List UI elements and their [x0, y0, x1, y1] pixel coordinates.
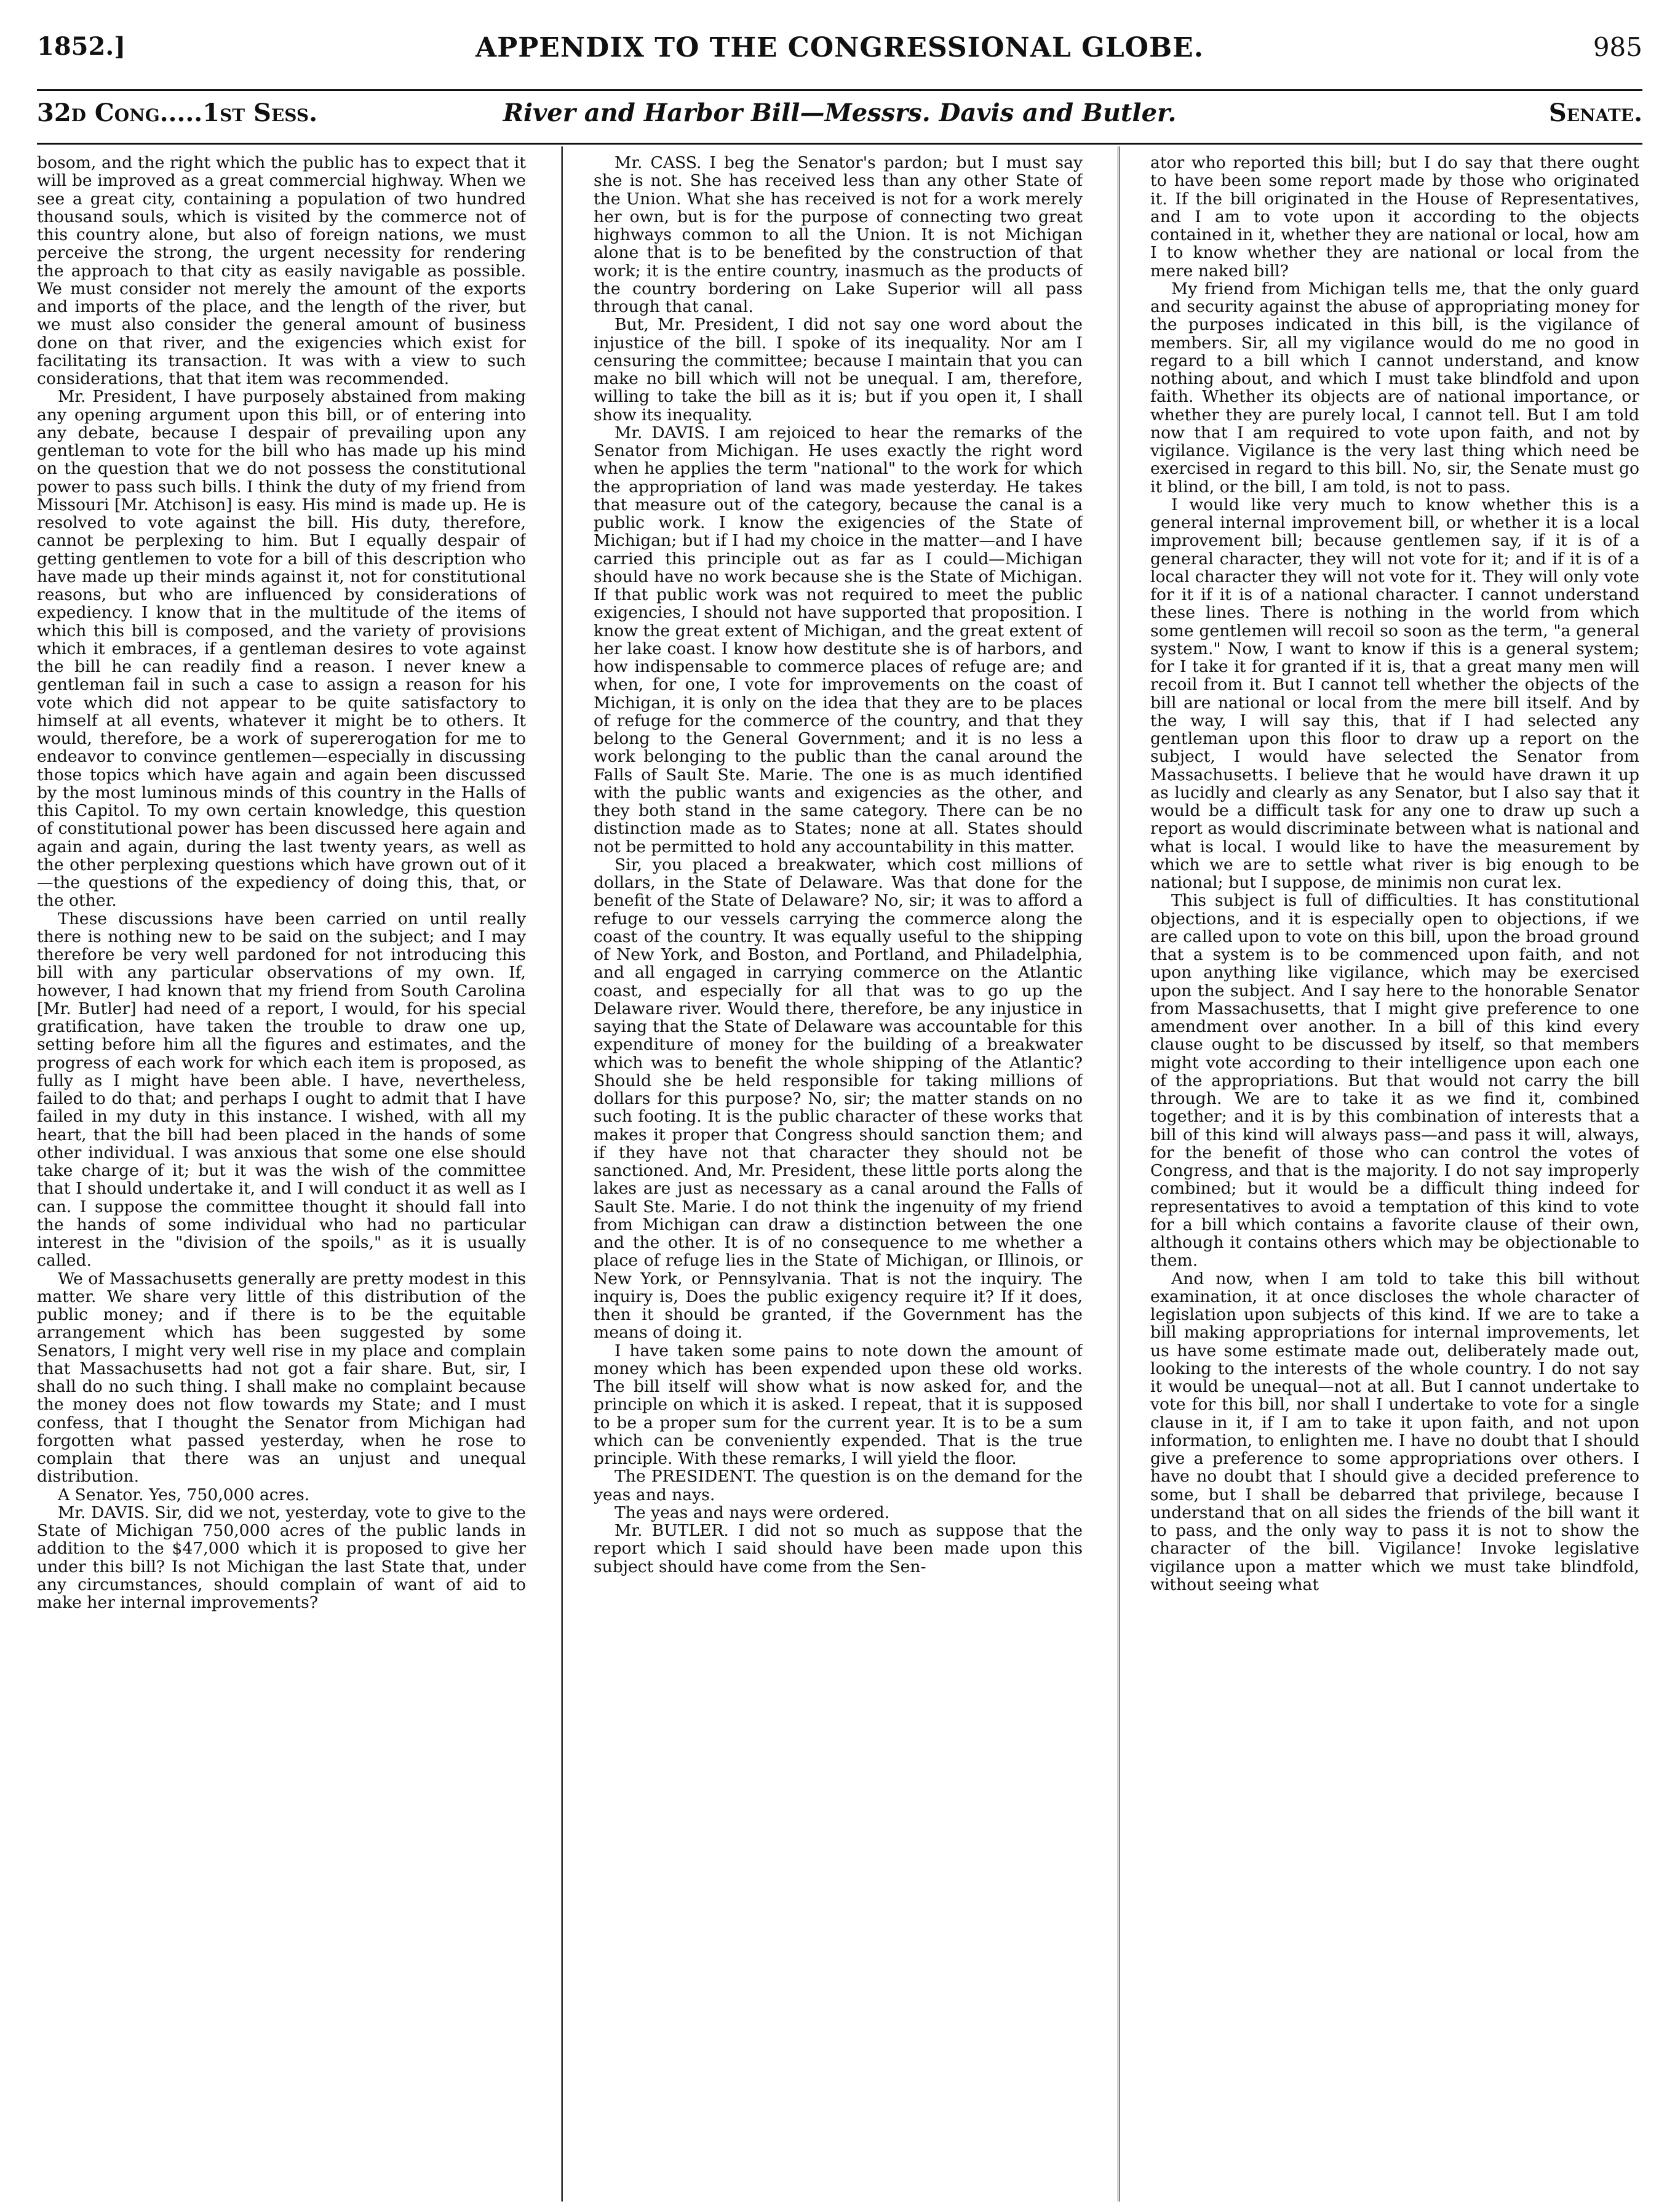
- page-number: 985: [1593, 32, 1642, 62]
- text-column-1: [37, 154, 526, 2197]
- chamber-label: Senate.: [1548, 98, 1642, 127]
- page-header: [37, 32, 1642, 87]
- paragraph: Mr. President, I have purposely abstained from making any opening argument upon this bill, or of entering into any debate, because I despair of prevailing upon any gentleman to vote for the bill who has made up his mind on the question that we do not possess the constitutional power to pass such bills. I think the duty of my friend from Missouri [Mr. Atchison] is easy. His mind is made up. He is resolved to vote against the bill. His duty, therefore, cannot be perplexing to him. But I equally despair of getting gentlemen to vote for a bill of this description who have made up their minds against it, not for constitutional reasons, but who are influenced by considerations of expediency. I know that in the multitude of the items of which this bill is composed, and the variety of provisions which it embraces, if a gentleman desires to vote against the bill he can readily find a reason. I never knew a gentleman fail in such a case to assign a reason for his vote which did not appear to be quite satisfactory to himself at all events, whatever it might be to others. It would, therefore, be a work of supererogation for me to endeavor to convince gentlemen—especially in discussing those topics which have again and again been discussed by the most luminous minds of this country in the Halls of this Capitol. To my own certain knowledge, this question of constitutional power has been discussed here again and again and again, during the last twenty years, as well as the other perplexing questions which have grown out of it—the questions of the expediency of doing this, that, or the other.: [37, 387, 526, 911]
- paragraph: Mr. BUTLER. I did not so much as suppose that the report which I said should have been made upon this subject should have come from the Sen-: [594, 1521, 1083, 1576]
- text-column-2: [594, 154, 1083, 2197]
- paragraph: This subject is full of difficulties. It has constitutional objections, and it is especially open to objections, if we are called upon to vote on this bill, upon the broad ground that a system is to be commenced upon faith, and not upon anything like vigilance, which may be exercised upon the subject. And I say here to the honorable Senator from Massachusetts, that I might give preference to one amendment over another. In a bill of this kind every clause ought to be discussed by itself, so that members might vote according to their intelligence upon each one of the appropriations. But that would not carry the bill through. We are to take it as we find it, combined together; and it is by this combination of interests that a bill of this kind will always pass—and pass it will, always, for the benefit of those who can control the votes of Congress, and that is the majority. I do not say improperly combined; but it would be a difficult thing indeed for representatives to avoid a temptation of this kind to vote for a bill which contains a favorite clause of their own, although it contains others which may be objectionable to them.: [1150, 891, 1639, 1271]
- paragraph: These discussions have been carried on until really there is nothing new to be said on the subject; and I may therefore be very well pardoned for not introducing this bill with any particular observations of my own. If, however, I had known that my friend from South Carolina [Mr. Butler] had need of a report, I would, for his special gratification, have taken the trouble to draw one up, setting before him all the figures and estimates, and the progress of each work for which each item is proposed, as fully as I might have been able. I have, nevertheless, failed to do that; and perhaps I ought to admit that I have failed in my duty in this instance. I wished, with all my heart, that the bill had been placed in the hands of some other individual. I was anxious that some one else should take charge of it; but it was the wish of the committee that I should undertake it, and I will conduct it as well as I can. I suppose the committee thought it should fall into the hands of some individual who had no particular interest in the "division of the spoils," as it is usually called.: [37, 909, 526, 1271]
- subheader-rule: [37, 143, 1642, 145]
- paragraph: Mr. DAVIS. I am rejoiced to hear the remarks of the Senator from Michigan. He uses exactly the right word when he applies the term "national" to the work for which the appropriation of land was made yesterday. He takes that measure out of the category, because the canal is a public work. I know the exigencies of the State of Michigan; but if I had my choice in the matter—and I have carried this principle out as far as I could—Michigan should have no work because she is the State of Michigan. If that public work was not required to meet the public exigencies, I should not have supported that proposition. I know the great extent of Michigan, and the great extent of her lake coast. I know how destitute she is of harbors, and how indispensable to commerce places of refuge are; and when, for one, I vote for improvements on the coast of Michigan, it is only on the idea that they are to be places of refuge for the commerce of the country, and that they belong to the General Government; and it is no less a work belonging to the public than the canal around the Falls of Sault Ste. Marie. The one is as much identified with the public wants and exigencies as the other, and they both stand in the same category. There can be no distinction made as to States; none at all. States should not be permitted to hold any accountability in this matter.: [594, 423, 1083, 856]
- paragraph: The yeas and nays were ordered.: [615, 1503, 890, 1522]
- paragraph: ator who reported this bill; but I do say that there ought to have been some report made by those who originated it. If the bill originated in the House of Representatives, and I am to vote upon it according to the objects contained in it, whether they are national or local, how am I to know whether they are national or local from the mere naked bill?: [1150, 154, 1639, 281]
- paragraph: I would like very much to know whether this is a general internal improvement bill, or whether it is a local improvement bill; because gentlemen say, if it is of a general character, they will not vote for it; and if it is of a local character they will not vote for it. They will only vote for it if it is of a national character. I cannot understand these lines. There is nothing in the world from which some gentlemen will recoil so soon as the term, "a general system." Now, I want to know if this is a general system; for I take it for granted if it is, that a great many men will recoil from it. But I cannot tell whether the objects of the bill are national or local from the mere bill itself. And by the way, I will say this, that if I had selected any gentleman upon this floor to draw up a report on the subject, I would have selected the Senator from Massachusetts. I believe that he would have drawn it up as lucidly and clearly as any Senator, but I also say that it would be a difficult task for any one to draw up such a report as would discriminate between what is national and what is local. I would like to have the measurement by which we are to settle what river is big enough to be national; but I suppose, de minimis non curat lex.: [1150, 495, 1639, 892]
- topic-title: River and Harbor Bill—Messrs. Davis and Butler.: [503, 98, 1177, 127]
- paragraph: I have taken some pains to note down the amount of money which has been expended upon these old works. The bill itself will show what is now asked for, and the principle on which it is asked. I repeat, that it is supposed to be a proper sum for the current year. It is to be a sum which can be conveniently expended. That is the true principle. With these remarks, I will yield the floor.: [594, 1341, 1083, 1468]
- paragraph: We of Massachusetts generally are pretty modest in this matter. We share very little of this distribution of the public money; and if there is to be the equitable arrangement which has been suggested by some Senators, I might very well rise in my place and complain that Massachusetts had not got a fair share. But, sir, I shall do no such thing. I shall make no complaint because the money does not flow towards my State; and I must confess, that I thought the Senator from Michigan had forgotten what passed yesterday, when he rose to complain that there was an unjust and unequal distribution.: [37, 1269, 526, 1487]
- paragraph: Sir, you placed a breakwater, which cost millions of dollars, in the State of Delaware. Was that done for the benefit of the State of Delaware? No, sir; it was to afford a refuge to our vessels carrying the commerce along the coast of the country. It was equally useful to the shipping of New York, and Boston, and Portland, and Philadelphia, and all engaged in carrying commerce on the Atlantic coast, and especially for all that was to go up the Delaware river. Would there, therefore, be any injustice in saying that the State of Delaware was accountable for this expenditure of money for the building of a breakwater which was to benefit the whole shipping of the Atlantic? Should she be held responsible for taking millions of dollars for this purpose? No, sir; the matter stands on no such footing. It is the public character of these works that makes it proper that Congress should sanction them; and if they have not that character they should not be sanctioned. And, Mr. President, these little ports along the lakes are just as necessary as a canal around the Falls of Sault Ste. Marie. I do not think the ingenuity of my friend from Michigan can draw a distinction between the one and the other. It is of no consequence to me whether a place of refuge lies in the State of Michigan, or Illinois, or New York, or Pennsylvania. That is not the inquiry. The inquiry is, Does the public exigency require it? If it does, then it should be granted, if the Government has the means of doing it.: [594, 855, 1083, 1343]
- column-divider: [561, 146, 563, 2202]
- text-column-3: [1150, 154, 1639, 2197]
- header-rule: [37, 89, 1642, 91]
- paragraph: bosom, and the right which the public has to expect that it will be improved as a great commercial highway. When we see a great city, containing a population of two hundred thousand souls, which is visited by the commerce not of this country alone, but also of foreign nations, we must perceive the strong, the urgent necessity for rendering the approach to that city as easily navigable as possible. We must consider not merely the amount of the exports and imports of the place, and the length of the river, but we must also consider the general amount of business done on that river, and the exigencies which exist for facilitating its transaction. It was with a view to such considerations, that that item was recommended.: [37, 154, 526, 388]
- paragraph: The PRESIDENT. The question is on the demand for the yeas and nays.: [594, 1467, 1083, 1504]
- paragraph: A Senator. Yes, 750,000 acres.: [58, 1485, 310, 1504]
- paragraph: Mr. DAVIS. Sir, did we not, yesterday, vote to give to the State of Michigan 750,000 acres of the public lands in addition to the $47,000 which it is proposed to give her under this bill? Is not Michigan the last State that, under any circumstances, should complain of want of aid to make her internal improvements?: [37, 1503, 526, 1612]
- paragraph: And now, when I am told to take this bill without examination, it at once discloses the whole character of legislation upon subjects of this kind. If we are to take a bill making appropriations for internal improvements, let us have some estimate made out, deliberately made out, looking to the interests of the whole country. I do not say it would be unequal—not at all. But I cannot undertake to vote for this bill, nor shall I undertake to vote for a single clause in it, if I am to take it upon faith, and not upon information, to enlighten me. I have no doubt that I should give a preference to some appropriations over others. I have no doubt that I should give a decided preference to some, but I shall be debarred that privilege, because I understand that on all sides the friends of the bill want it to pass, and the only way to pass it is not to show the character of the bill. Vigilance! Invoke legislative vigilance upon a matter which we must take blindfold, without seeing what: [1150, 1269, 1639, 1594]
- publication-title: APPENDIX TO THE CONGRESSIONAL GLOBE.: [475, 32, 1204, 63]
- header-year: 1852.]: [37, 32, 126, 61]
- paragraph: My friend from Michigan tells me, that the only guard and security against the abuse of appropriating money for the purposes indicated in this bill, is the vigilance of members. Sir, all my vigilance would do me no good in regard to a bill which I cannot understand, and know nothing about, and which I must take blindfold and upon faith. Whether its objects are of national importance, or whether they are purely local, I cannot tell. But I am told now that I am required to vote upon faith, and not by vigilance. Vigilance is the very last thing which need be exercised in regard to this bill. No, sir, the Senate must go it blind, or the bill, I am told, is not to pass.: [1150, 279, 1639, 497]
- session-label: 32d Cong.....1st Sess.: [37, 98, 318, 127]
- paragraph: But, Mr. President, I did not say one word about the injustice of the bill. I spoke of its inequality. Nor am I censuring the committee; because I maintain that you can make no bill which will not be unequal. I am, therefore, willing to take the bill as it is; but if you open it, I shall show its inequality.: [594, 315, 1083, 425]
- paragraph: Mr. CASS. I beg the Senator's pardon; but I must say she is not. She has received less than any other State of the Union. What she has received is not for a work merely her own, but is for the purpose of connecting two great highways common to all the Union. It is not Michigan alone that is to be benefited by the construction of that work; it is the entire country, inasmuch as the products of the country bordering on Lake Superior will all pass through that canal.: [594, 154, 1083, 316]
- column-divider: [1118, 146, 1120, 2202]
- page-subheader: [37, 98, 1642, 142]
